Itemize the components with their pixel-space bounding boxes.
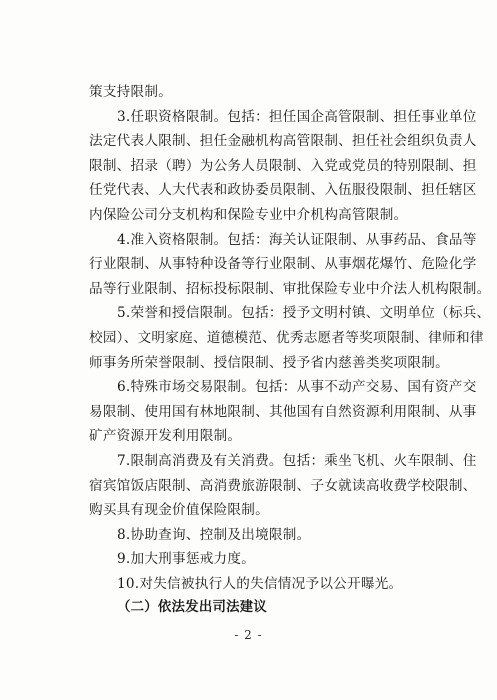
paragraph-line: 内保险公司分支机构和保险专业中介机构高管限制。	[89, 206, 408, 223]
paragraph-line: 购买具有现金价值保险限制。	[89, 502, 269, 519]
paragraph-line: 10.对失信被执行人的失信情况予以公开曝光。	[117, 575, 403, 592]
paragraph-line: 5.荣誉和授信限制。包括：授予文明村镇、文明单位（标兵、	[117, 305, 491, 322]
paragraph-line: 行业限制、从事特种设备等行业限制、从事烟花爆竹、危险化学	[89, 256, 477, 273]
paragraph-line: 师事务所荣誉限制、授信限制、授予省内慈善类奖项限制。	[89, 354, 449, 371]
paragraph-line: 9.加大刑事惩戒力度。	[117, 551, 256, 568]
paragraph-line: 法定代表人限制、担任金融机构高管限制、担任社会组织负责人	[89, 133, 477, 150]
paragraph-line: 矿产资源开发利用限制。	[89, 428, 242, 445]
paragraph-line: 校园）、文明家庭、道德模范、优秀志愿者等奖项限制、律师和律	[89, 329, 484, 346]
paragraph-line: 4.准入资格限制。包括：海关认证限制、从事药品、食品等	[117, 231, 477, 248]
page-number: - 2 -	[234, 628, 263, 642]
paragraph-line: 6.特殊市场交易限制。包括：从事不动产交易、国有资产交	[117, 379, 477, 396]
paragraph-line: 3.任职资格限制。包括：担任国企高管限制、担任事业单位	[117, 108, 477, 125]
paragraph-line: 8.协助查询、控制及出境限制。	[117, 526, 311, 543]
document-body	[89, 80, 491, 621]
paragraph-line: 限制、招录（聘）为公务人员限制、入党或党员的特别限制、担	[89, 157, 477, 174]
paragraph-line: 易限制、使用国有林地限制、其他国有自然资源利用限制、从事	[89, 403, 477, 420]
paragraph-line: 任党代表、人大代表和政协委员限制、入伍服役限制、担任辖区	[89, 182, 477, 199]
paragraph-line: 品等行业限制、招标投标限制、审批保险专业中介法人机构限制。	[89, 280, 491, 297]
paragraph-line: 策支持限制。	[89, 84, 173, 100]
paragraph-line: 7.限制高消费及有关消费。包括：乘坐飞机、火车限制、住	[117, 452, 477, 469]
section-heading: （二）依法发出司法建议	[117, 600, 268, 616]
paragraph-line: 宿宾馆饭店限制、高消费旅游限制、子女就读高收费学校限制、	[89, 477, 477, 494]
